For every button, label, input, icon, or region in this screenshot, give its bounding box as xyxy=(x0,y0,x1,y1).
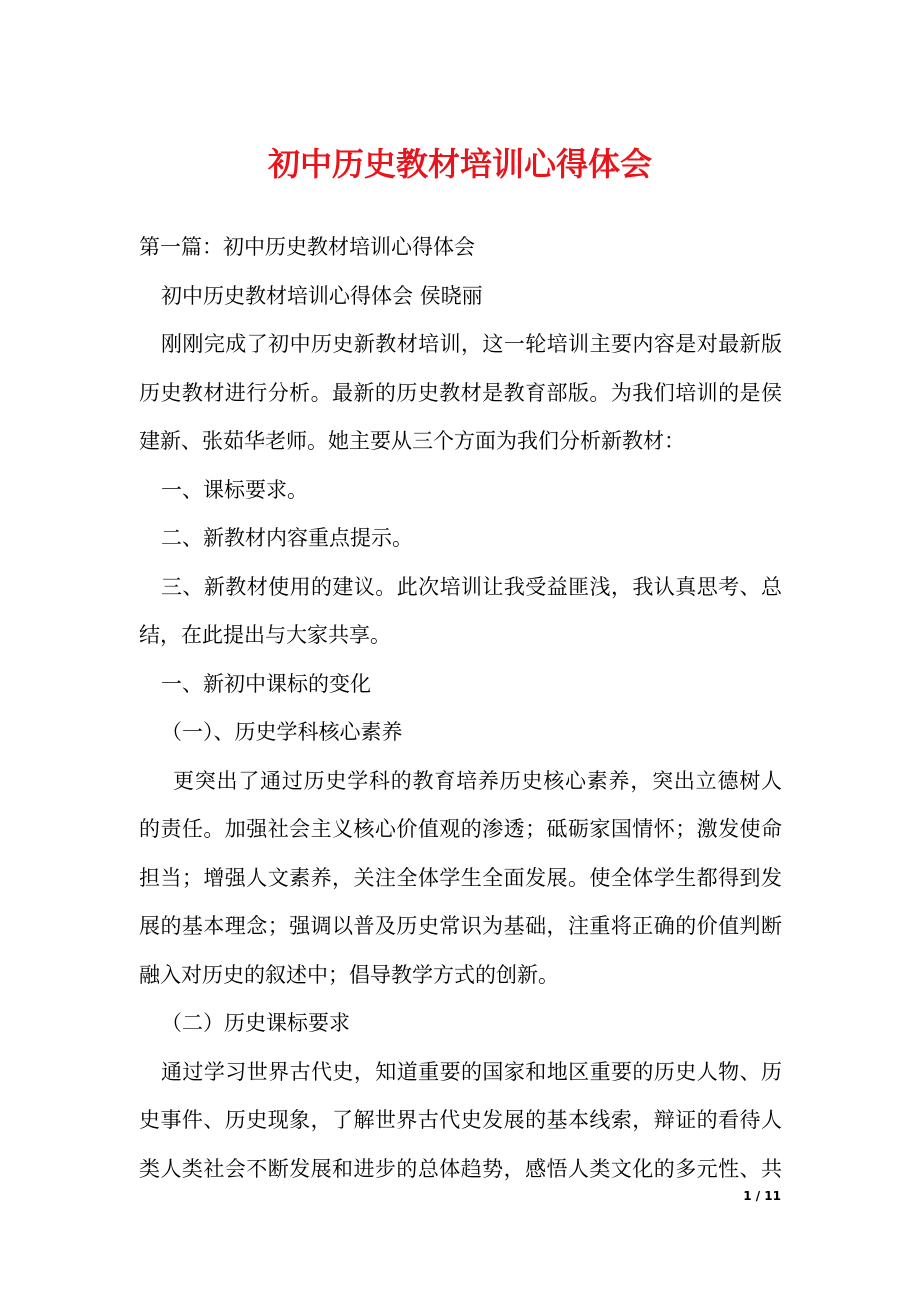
paragraph-line: 建新、张茹华老师。她主要从三个方面为我们分析新教材： xyxy=(139,429,685,453)
subtitle-author: 初中历史教材培训心得体会 侯晓丽 xyxy=(161,283,483,308)
paragraph-line: 史事件、历史现象，了解世界古代史发展的基本线索，辩证的看待人 xyxy=(139,1108,782,1132)
paragraph-line: 展的基本理念；强调以普及历史常识为基础，注重将正确的价值判断 xyxy=(139,914,782,938)
document-body xyxy=(139,223,782,1193)
paragraph-line: 担当；增强人文素养，关注全体学生全面发展。使全体学生都得到发 xyxy=(139,865,782,890)
subsection-heading: （二）历史课标要求 xyxy=(161,1011,350,1035)
paragraph-line: 类人类社会不断发展和进步的总体趋势，感悟人类文化的多元性、共 xyxy=(139,1156,782,1181)
paragraph-line: 通过学习世界古代史，知道重要的国家和地区重要的历史人物、历 xyxy=(161,1059,782,1084)
list-item: 二、新教材内容重点提示。 xyxy=(161,526,413,550)
paragraph-line: 历史教材进行分析。最新的历史教材是教育部版。为我们培训的是侯 xyxy=(139,380,782,405)
paragraph-line: 的责任。加强社会主义核心价值观的渗透；砥砺家国情怀；激发使命 xyxy=(139,817,782,841)
paragraph-line: 结，在此提出与大家共享。 xyxy=(139,623,391,647)
paragraph-line: 融入对历史的叙述中；倡导教学方式的创新。 xyxy=(139,962,559,987)
section-heading: 第一篇：初中历史教材培训心得体会 xyxy=(139,235,475,259)
list-item: 三、新教材使用的建议。此次培训让我受益匪浅，我认真思考、总 xyxy=(161,574,782,599)
document-title: 初中历史教材培训心得体会 xyxy=(267,145,652,183)
page-number: 1 / 11 xyxy=(743,1189,781,1203)
paragraph-line: 更突出了通过历史学科的教育培养历史核心素养，突出立德树人 xyxy=(173,768,782,793)
subsection-heading: （一）、历史学科核心素养 xyxy=(161,720,403,744)
paragraph-line: 刚刚完成了初中历史新教材培训，这一轮培训主要内容是对最新版 xyxy=(161,332,782,356)
list-item: 一、课标要求。 xyxy=(161,477,308,502)
section-heading: 一、新初中课标的变化 xyxy=(161,671,371,696)
